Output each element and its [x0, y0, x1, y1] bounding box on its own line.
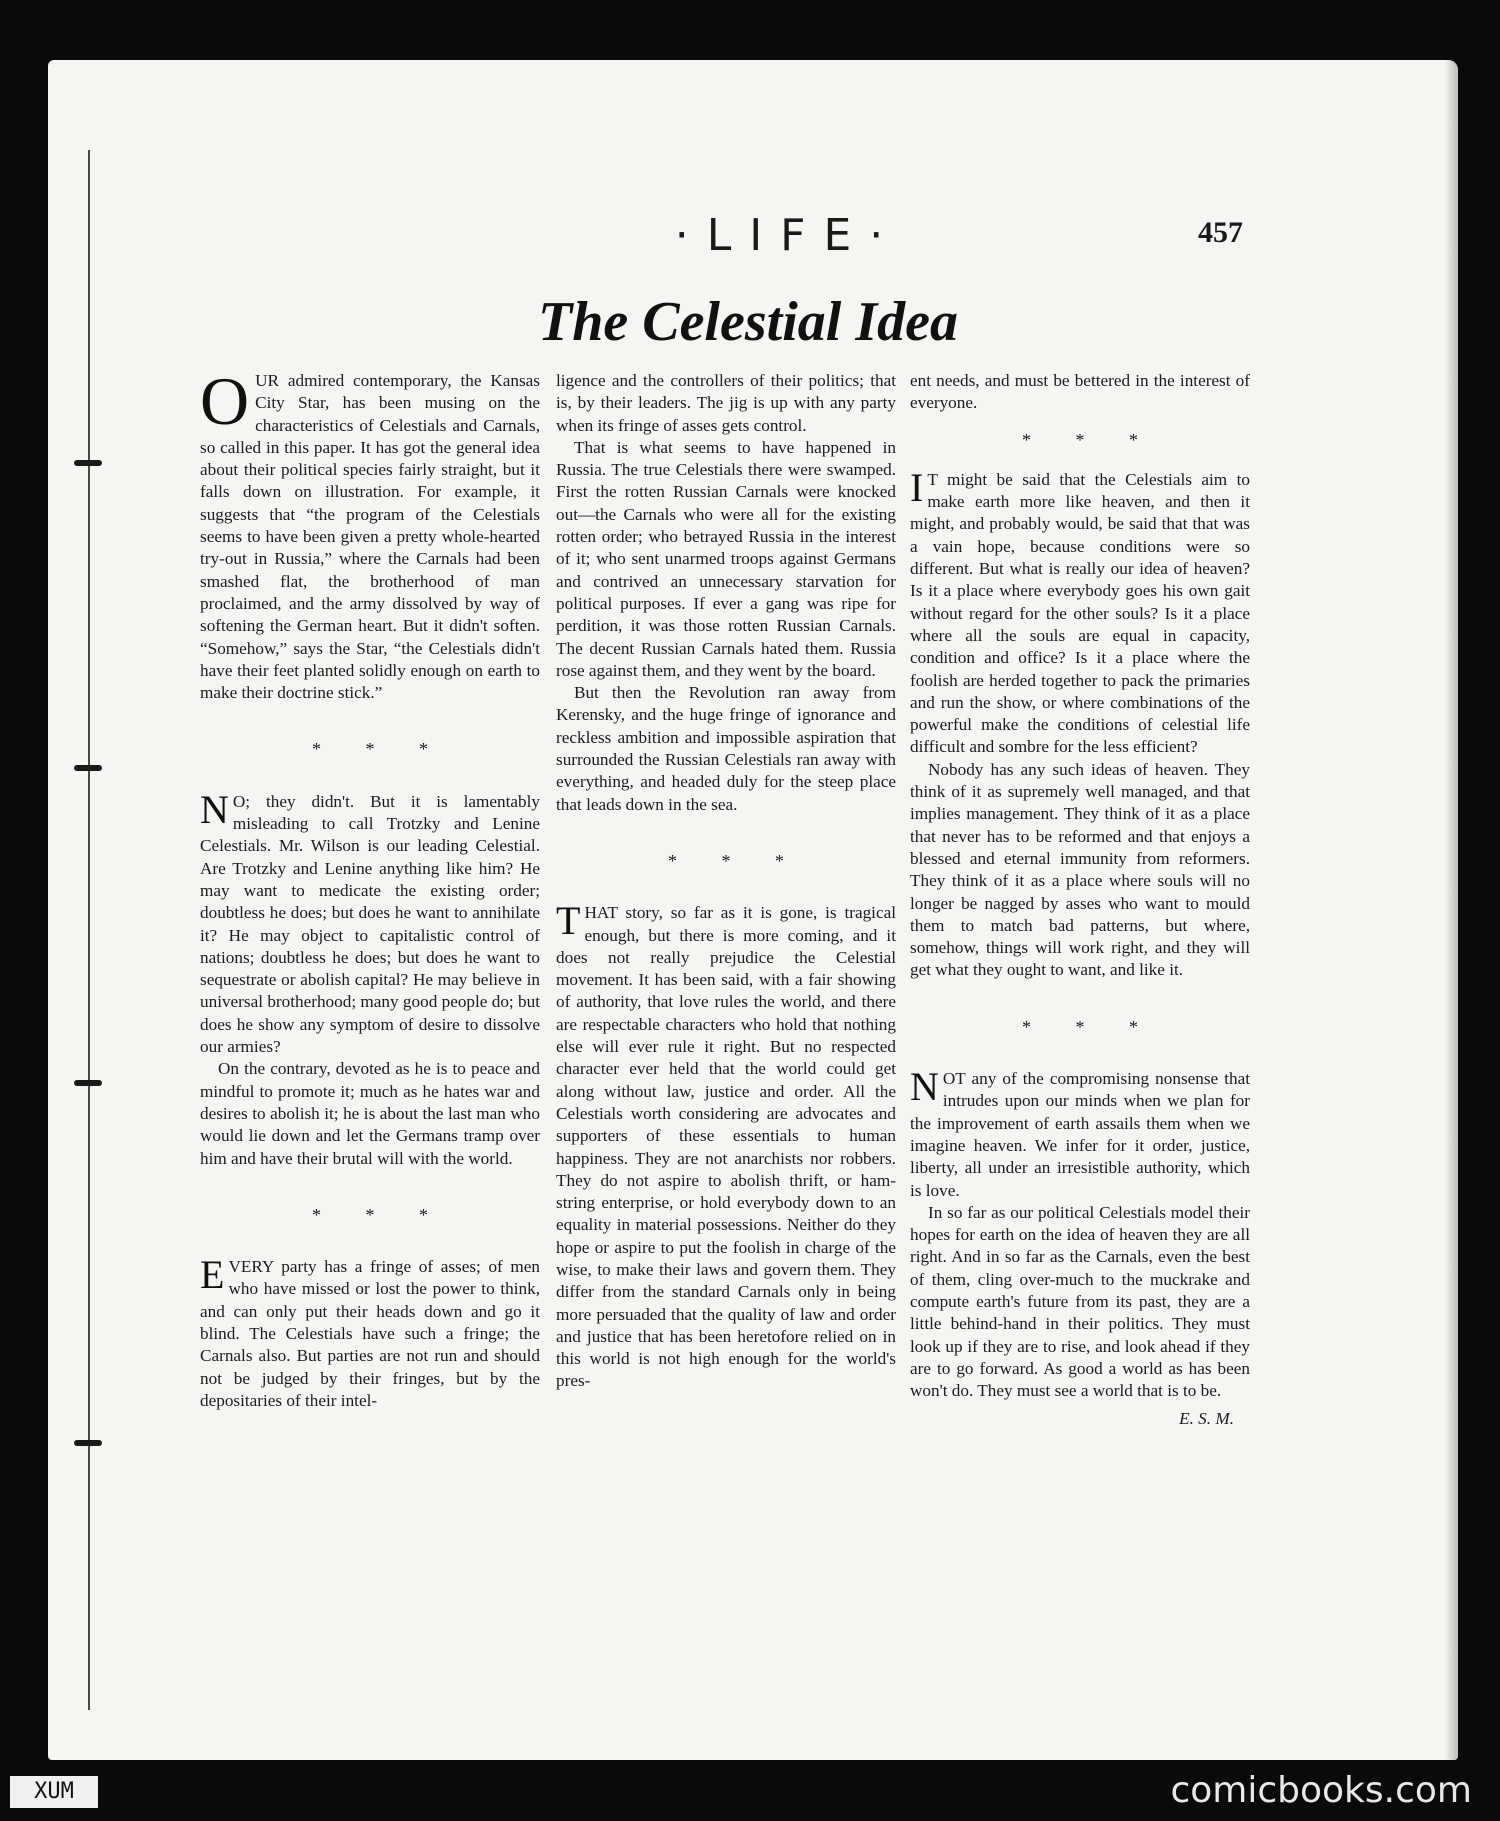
section-divider: * * *	[312, 1204, 448, 1225]
watermark: comicbooks.com	[1170, 1770, 1472, 1811]
paragraph: On the contrary, devoted as he is to peace and mindful to promote it; much as he hates war and desires to abolish it; he is about the last man who would lie down and let the Germans tramp over him and have their brutal will with the world.	[200, 1059, 540, 1168]
paragraph: In so far as our political Celestials model their hopes for earth on the idea of heaven they are all right. And in so far as the Carnals, even the best of them, cling over-much to the muckrake and compute earth's future from its past, they are a little behind-hand in their politics. They must look up if they are to rise, and look ahead if they are to go forward. As good a world as has been won't do. They must see a world that is to be.	[910, 1202, 1250, 1401]
paragraph-text: VERY party has a fringe of asses; of men who have missed or lost the power to think, and can only put their heads down and go it blind. The Celestials have such a fringe; the Carnals also. But parties are not run and should not be judged by their fringes, but by the depositaries of their intel-	[200, 1257, 540, 1410]
paragraph-text: O; they didn't. But it is lamentably misleading to call Trotzky and Lenine Celestials. Mr. Wilson is our leading Celestial. Are Trotzky and Lenine anything like him? He may want to medicate the existing order; doubtless he does; but does he want to annihilate it? He may object to capitalistic control of nations; doubtless he does; but does he want to sequestrate or abolish capital? He may believe in universal brotherhood; many good people do; but does he show any symptom of desire to dissolve our armies?	[200, 791, 540, 1057]
binding-mark	[74, 765, 102, 771]
binding-mark	[74, 1440, 102, 1446]
page-number: 457	[1198, 216, 1243, 249]
magazine-page	[48, 60, 1458, 1760]
paragraph: ligence and the controllers of their politics; that is, by their leaders. The jig is up with any party when its fringe of asses gets control.	[556, 371, 896, 435]
drop-cap: N	[200, 786, 229, 832]
drop-cap: N	[910, 1064, 939, 1110]
paragraph-text: HAT story, so far as it is gone, is tragical enough, but there is more coming, and it does not really prejudice the Celestial movement. It has been said, with a fair showing of authority, that love rules the world, and there are respectable characters who hold that nothing else will ever rule it right. But no respected character ever held that the world could get along without law, justice and order. All the Celestials worth considering are advocates and supporters of these essentials to human happiness. They are not anarchists nor robbers. They do not aspire to abolish thrift, or ham-string enterprise, or hold everybody down to an equality in material possessions. Neither do they hope or aspire to put the foolish in charge of the wise, to make their laws and govern them. They differ from the standard Carnals only in being more persuaded that the quality of law and order and justice that has been heretofore relied on in this world is not high enough for the world's pres-	[556, 903, 896, 1391]
paragraph	[200, 786, 540, 1059]
binding-mark	[74, 460, 102, 466]
binding-mark	[74, 1080, 102, 1086]
paragraph	[556, 898, 896, 1393]
drop-cap: T	[556, 898, 581, 944]
article-title: The Celestial Idea	[538, 291, 958, 353]
paragraph: Nobody has any such ideas of heaven. They think of it as supremely well managed, and that implies management. They think of it as a place that never has to be reformed and that enjoys a blessed and eternal immunity from reformers. They think of it as a place where souls will no longer be nagged by asses who want to mould them to match bad patterns, but where, somehow, things will work right, and they will get what they ought to want, and like it.	[910, 759, 1250, 980]
page-header	[48, 210, 1458, 280]
column-2	[556, 370, 896, 1393]
library-stamp: XUM	[10, 1776, 98, 1808]
author-signature: E. S. M.	[1179, 1409, 1234, 1429]
paragraph-text: OT any of the compromising nonsense that intrudes upon our minds when we plan for the improvement of earth assails them when we imagine heaven. We infer for it order, justice, liberty, all under an irresistible authority, which is love.	[910, 1069, 1250, 1200]
section-divider: * * *	[1022, 429, 1158, 450]
paragraph-text: UR admired contemporary, the Kansas City Star, has been musing on the characteristics of Celestials and Carnals, so called in this paper. It has got the general idea about their political species fairly straight, but it falls down on illustration. For example, it suggests that “the program of the Celestials seems to have been given a pretty whole-hearted try-out in Russia,” where the Carnals had been smashed flat, the brotherhood of man proclaimed, and the army dissolved by way of softening the German heart. But it didn't soften. “Somehow,” says the Star, “the Celestials didn't have their feet planted solidly enough on earth to make their doctrine stick.”	[200, 371, 540, 703]
masthead: ·LIFE·	[674, 210, 902, 261]
section-divider: * * *	[668, 850, 804, 871]
paragraph	[200, 363, 540, 704]
drop-cap: I	[910, 464, 924, 510]
column-1	[200, 363, 540, 1412]
paragraph	[200, 1252, 540, 1412]
section-divider: * * *	[312, 739, 448, 760]
paragraph: That is what seems to have happened in Russia. The true Celestials there were swamped. First the rotten Russian Carnals were knocked out—the Carnals who were all for the existing rotten order; who betrayed Russia in the interest of it; who sent unarmed troops against Germans and contrived an unnecessary starvation for political purposes. If ever a gang was ripe for perdition, it was those rotten Russian Carnals. The decent Russian Carnals hated them. Russia rose against them, and they went by the board.	[556, 437, 896, 680]
section-divider: * * *	[1022, 1016, 1158, 1037]
drop-cap: O	[200, 363, 250, 439]
drop-cap: E	[200, 1252, 225, 1298]
column-3	[910, 370, 1250, 1431]
paragraph	[910, 1064, 1250, 1202]
paragraph-text: T might be said that the Celestials aim to make earth more like heaven, and then it might, and probably would, be said that that was a vain hope, because conditions were so different. But what is really our idea of heaven? Is it a place where everybody goes his own gait without regard for the other souls? Is it a place where all the souls are equal in capacity, condition and office? Is it a place where the foolish are herded together to pack the primaries and run the show, or where combinations of the powerful make the conditions of celestial life difficult and sombre for the less efficient?	[910, 469, 1250, 757]
paragraph	[910, 464, 1250, 759]
paragraph: ent needs, and must be bettered in the interest of everyone.	[910, 371, 1250, 413]
paragraph: But then the Revolution ran away from Kerensky, and the huge fringe of ignorance and reckless ambition and impossible aspiration that surrounded the Russian Celestials ran away with everything, and headed duly for the steep place that leads down in the sea.	[556, 683, 896, 814]
